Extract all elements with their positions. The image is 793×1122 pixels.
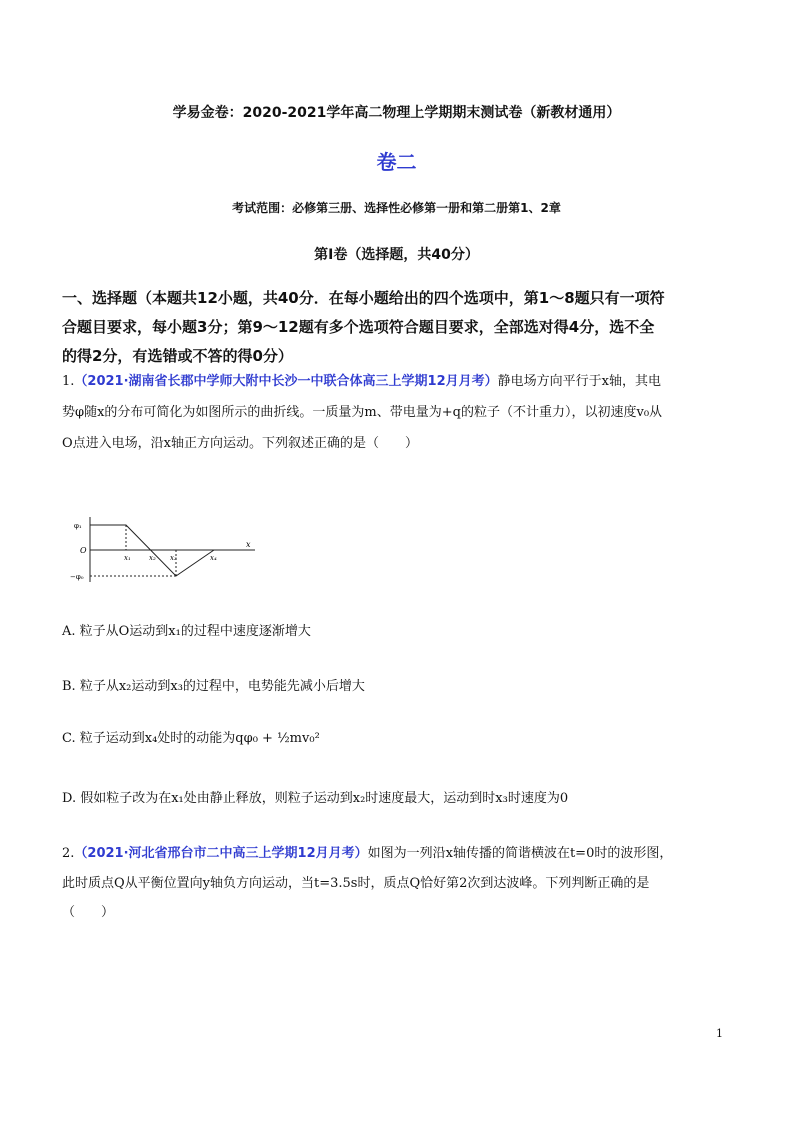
- q2-line1: [62, 842, 672, 861]
- document-title: 学易金卷：2020-2021学年高二物理上学期期末测试卷（新教材通用）: [172, 105, 621, 121]
- question-number: 1.: [62, 374, 75, 389]
- x-axis-label: x: [246, 540, 251, 549]
- q2-line3: （ ）: [62, 905, 115, 920]
- section-line: 的得2分，有选错或不答的得0分）: [62, 347, 293, 365]
- exam-scope: 考试范围：必修第三册、选择性必修第一册和第二册第1、2章: [232, 201, 561, 215]
- x1-label: x₁: [124, 554, 131, 562]
- origin-label: O: [80, 546, 87, 555]
- q1-line2: 势φ随x的分布可简化为如图所示的曲折线。一质量为m、带电量为+q的粒子（不计重力），以初速度v₀从: [62, 405, 663, 420]
- paper-label: 卷二: [376, 150, 417, 174]
- section-line: 合题目要求，每小题3分；第9～12题有多个选项符合题目要求，全部选对得4分，选不全: [62, 318, 655, 336]
- option-d: D. 假如粒子改为在x₁处由静止释放，则粒子运动到x₂时速度最大，运动到时x₃时速度为0: [62, 791, 569, 806]
- question-source: （2021·湖南省长郡中学师大附中长沙一中联合体高三上学期12月月考）: [74, 374, 498, 389]
- question-source: （2021·河北省邢台市二中高三上学期12月月考）: [74, 846, 368, 861]
- x3-label: x₃: [170, 554, 177, 562]
- x4-label: x₄: [210, 554, 217, 562]
- option-a: A. 粒子从O运动到x₁的过程中速度逐渐增大: [62, 624, 311, 639]
- question-text: 如图为一列沿x轴传播的简谐横波在t=0时的波形图，: [367, 846, 673, 861]
- q2-line2: 此时质点Q从平衡位置向y轴负方向运动，当t=3.5s时，质点Q恰好第2次到达波峰。下列判断正确的是: [62, 876, 650, 891]
- option-c: C. 粒子运动到x₄处时的动能为qφ₀ + ½mv₀²: [62, 731, 320, 746]
- q1-line3: O点进入电场，沿x轴正方向运动。下列叙述正确的是（ ）: [62, 436, 418, 451]
- x2-label: x₂: [149, 554, 156, 562]
- page-number: 1: [716, 1027, 723, 1040]
- question-text: 静电场方向平行于x轴，其电: [497, 374, 661, 389]
- neg-phi0-label: −φ₀: [70, 573, 84, 581]
- part-heading: 第Ⅰ卷（选择题，共40分）: [314, 247, 479, 263]
- option-b: B. 粒子从x₂运动到x₃的过程中，电势能先减小后增大: [62, 679, 365, 694]
- phi1-label: φ₁: [74, 522, 82, 530]
- section-line: 一、选择题（本题共12小题，共40分．在每小题给出的四个选项中，第1～8题只有一项符: [62, 289, 665, 307]
- q1-line1: [62, 370, 661, 389]
- section-instructions: [62, 284, 665, 371]
- question-number: 2.: [62, 846, 75, 861]
- potential-graph: [70, 512, 260, 584]
